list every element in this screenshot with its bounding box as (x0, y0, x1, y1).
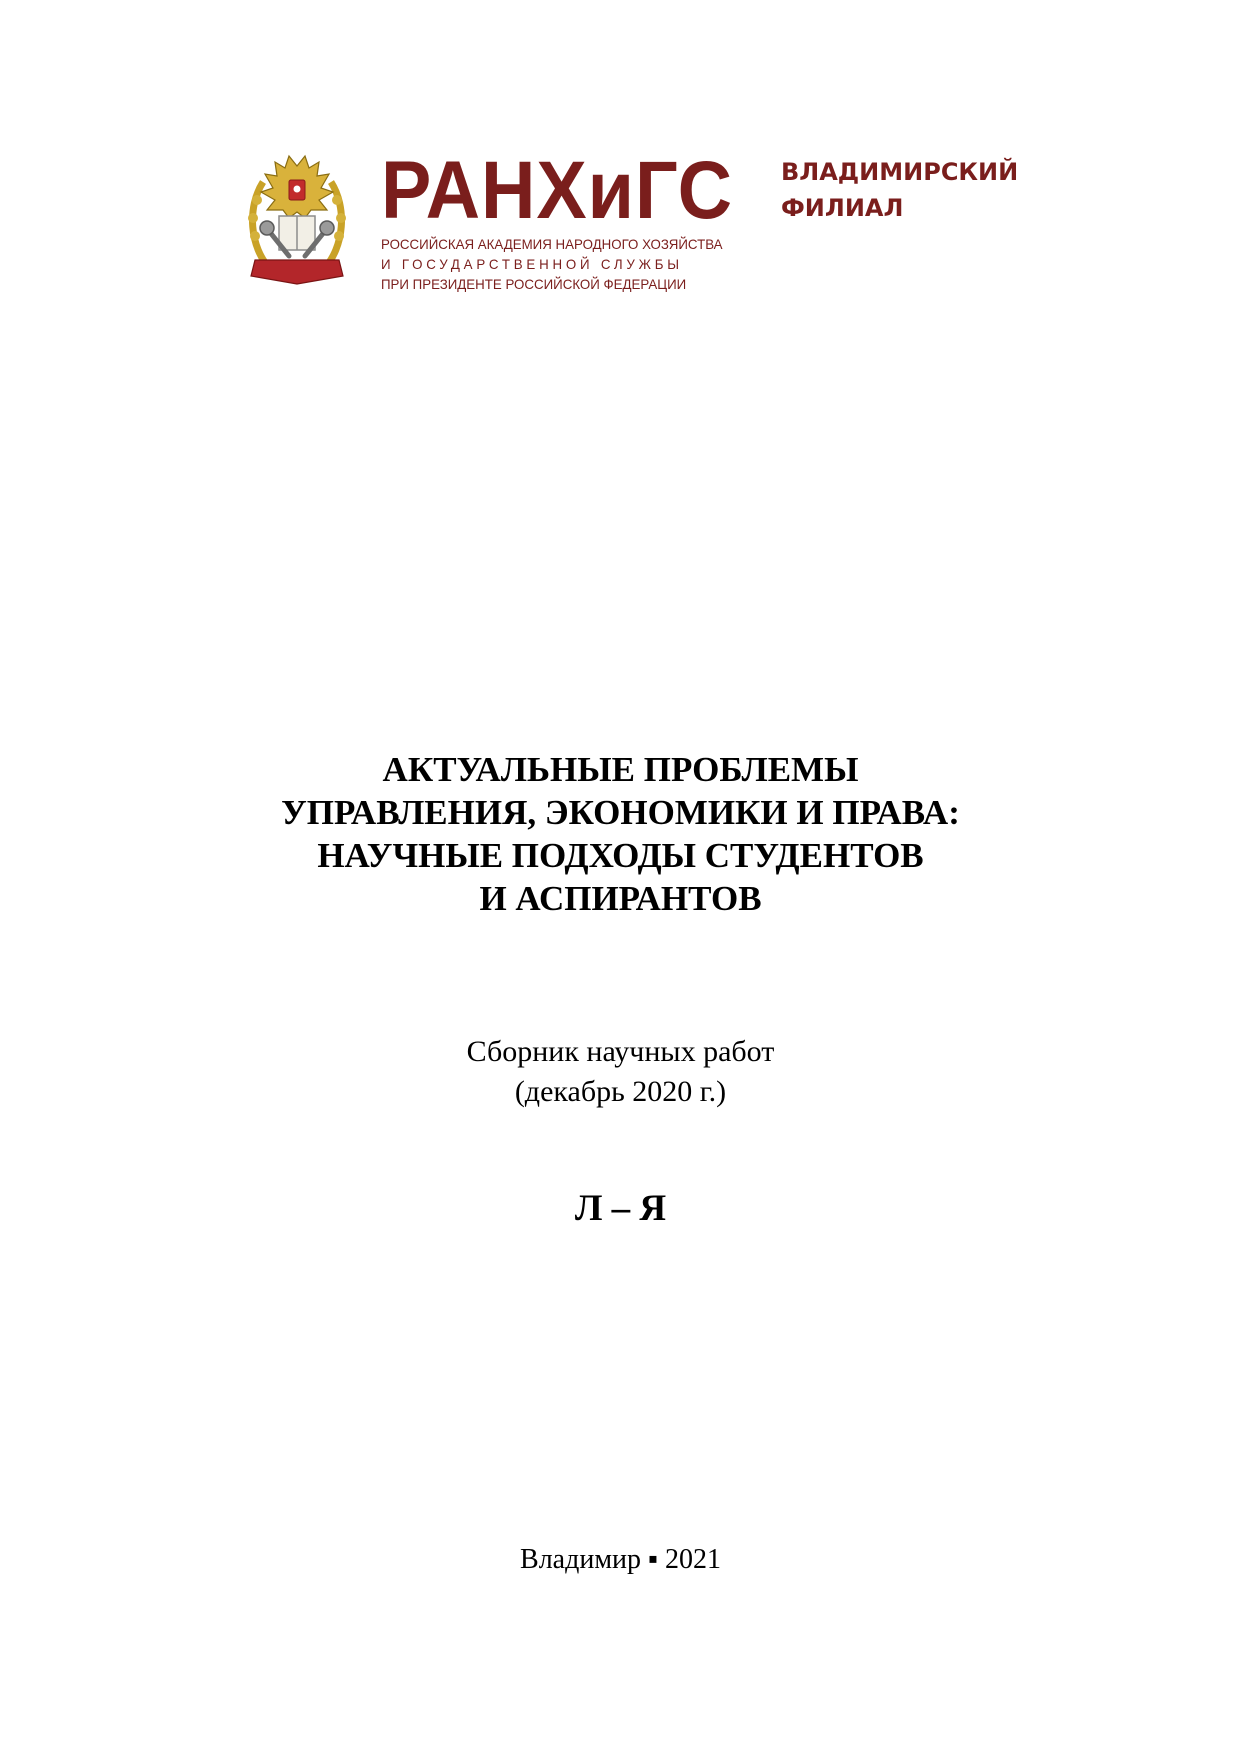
logo-title: РАНХиГС (381, 145, 734, 236)
document-title (0, 748, 1241, 920)
logo-subtitle-line-3: ПРИ ПРЕЗИДЕНТЕ РОССИЙСКОЙ ФЕДЕРАЦИИ (381, 276, 687, 292)
document-subtitle (0, 1032, 1241, 1112)
emblem-icon (245, 152, 349, 290)
title-line: УПРАВЛЕНИЯ, ЭКОНОМИКИ И ПРАВА: (281, 793, 960, 832)
subtitle-line-1: Сборник научных работ (466, 1035, 775, 1068)
title-line: НАУЧНЫЕ ПОДХОДЫ СТУДЕНТОВ (317, 836, 924, 875)
branch-label (781, 154, 1018, 226)
title-line: АКТУАЛЬНЫЕ ПРОБЛЕМЫ (382, 750, 859, 789)
volume-range: Л – Я (574, 1188, 667, 1229)
title-line: И АСПИРАНТОВ (479, 879, 762, 918)
logo-subtitle-line-1: РОССИЙСКАЯ АКАДЕМИЯ НАРОДНОГО ХОЗЯЙСТВА (381, 236, 723, 252)
logo-subtitle-line-2: И ГОСУДАРСТВЕННОЙ СЛУЖБЫ (381, 256, 683, 272)
subtitle-line-2: (декабрь 2020 г.) (514, 1075, 727, 1108)
branch-line-1: ВЛАДИМИРСКИЙ (781, 158, 1019, 186)
imprint: Владимир ▪ 2021 (520, 1544, 721, 1575)
branch-line-2: ФИЛИАЛ (781, 194, 904, 222)
header (245, 145, 1045, 298)
